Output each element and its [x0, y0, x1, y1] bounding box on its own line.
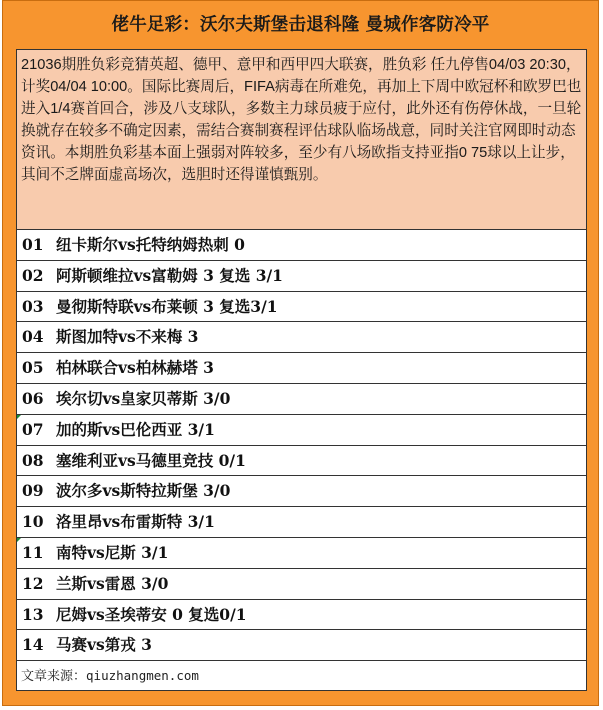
match-text: 南特vs尼斯 3/1 — [56, 542, 169, 562]
match-number: 08 — [22, 450, 44, 470]
match-row-07 — [17, 415, 586, 446]
match-row-10 — [17, 507, 586, 538]
article-frame — [2, 0, 599, 706]
match-number: 10 — [22, 512, 44, 532]
match-row-04 — [17, 322, 586, 353]
match-text: 纽卡斯尔vs托特纳姆热刺 0 — [56, 235, 245, 254]
match-text: 曼彻斯特联vs布莱顿 3 复选3/1 — [56, 296, 278, 316]
match-text: 波尔多vs斯特拉斯堡 3/0 — [56, 481, 231, 501]
match-row-09 — [17, 476, 586, 507]
source-label: 文章来源： — [21, 668, 87, 684]
match-number: 03 — [22, 296, 44, 316]
match-row-01 — [17, 230, 586, 261]
match-number: 11 — [22, 542, 44, 562]
match-text: 兰斯vs雷恩 3/0 — [56, 573, 169, 593]
match-number: 04 — [22, 327, 44, 347]
source-line — [17, 661, 586, 691]
match-row-11 — [17, 538, 586, 569]
source-site: qiuzhangmen.com — [86, 668, 199, 684]
prediction-table — [16, 49, 587, 691]
match-row-13 — [17, 600, 586, 631]
match-row-05 — [17, 353, 586, 384]
match-number: 05 — [22, 358, 44, 378]
match-number: 07 — [22, 419, 44, 439]
match-row-14 — [17, 630, 586, 661]
match-number: 06 — [22, 388, 44, 408]
intro-paragraph: 21036期胜负彩竞猜英超、德甲、意甲和西甲四大联赛，胜负彩 任九停售04/03 20:30，计奖04/04 10:00。国际比赛周后，FIFA病毒在所难免，再加上下周中欧冠杯和欧罗巴也进入1/4赛首回合，涉及八支球队，多数主力球员疲于应付，此外还有伤停休战，一旦轮换就存在较多不确定因素，需结合赛制赛程评估球队临场战意，同时关注官网即时动态资讯。本期胜负彩基本面上强弱对阵较多，至少有八场欧指支持亚指0 75球以上让步，其间不乏牌面虚高场次，选胆时还得谨慎甄别。 — [17, 50, 586, 230]
match-row-12 — [17, 569, 586, 600]
match-row-06 — [17, 384, 586, 415]
match-number: 12 — [22, 573, 44, 593]
match-text: 尼姆vs圣埃蒂安 0 复选0/1 — [56, 604, 247, 624]
match-row-02 — [17, 261, 586, 292]
match-text: 阿斯顿维拉vs富勒姆 3 复选 3/1 — [56, 265, 283, 285]
match-text: 柏林联合vs柏林赫塔 3 — [56, 358, 214, 378]
match-number: 09 — [22, 481, 44, 501]
match-text: 洛里昂vs布雷斯特 3/1 — [56, 512, 215, 532]
match-row-03 — [17, 292, 586, 323]
match-text: 斯图加特vs不来梅 3 — [56, 327, 199, 347]
match-text: 埃尔切vs皇家贝蒂斯 3/0 — [56, 388, 231, 408]
article-title: 佬牛足彩：沃尔夫斯堡击退科隆 曼城作客防冷平 — [111, 15, 490, 35]
match-row-08 — [17, 446, 586, 477]
match-text: 加的斯vs巴伦西亚 3/1 — [56, 419, 215, 439]
match-number: 14 — [22, 635, 44, 655]
match-number: 02 — [22, 265, 44, 285]
match-number: 01 — [22, 235, 44, 254]
match-text: 马赛vs第戎 3 — [56, 635, 152, 655]
match-number: 13 — [22, 604, 44, 624]
match-text: 塞维利亚vs马德里竞技 0/1 — [56, 450, 246, 470]
